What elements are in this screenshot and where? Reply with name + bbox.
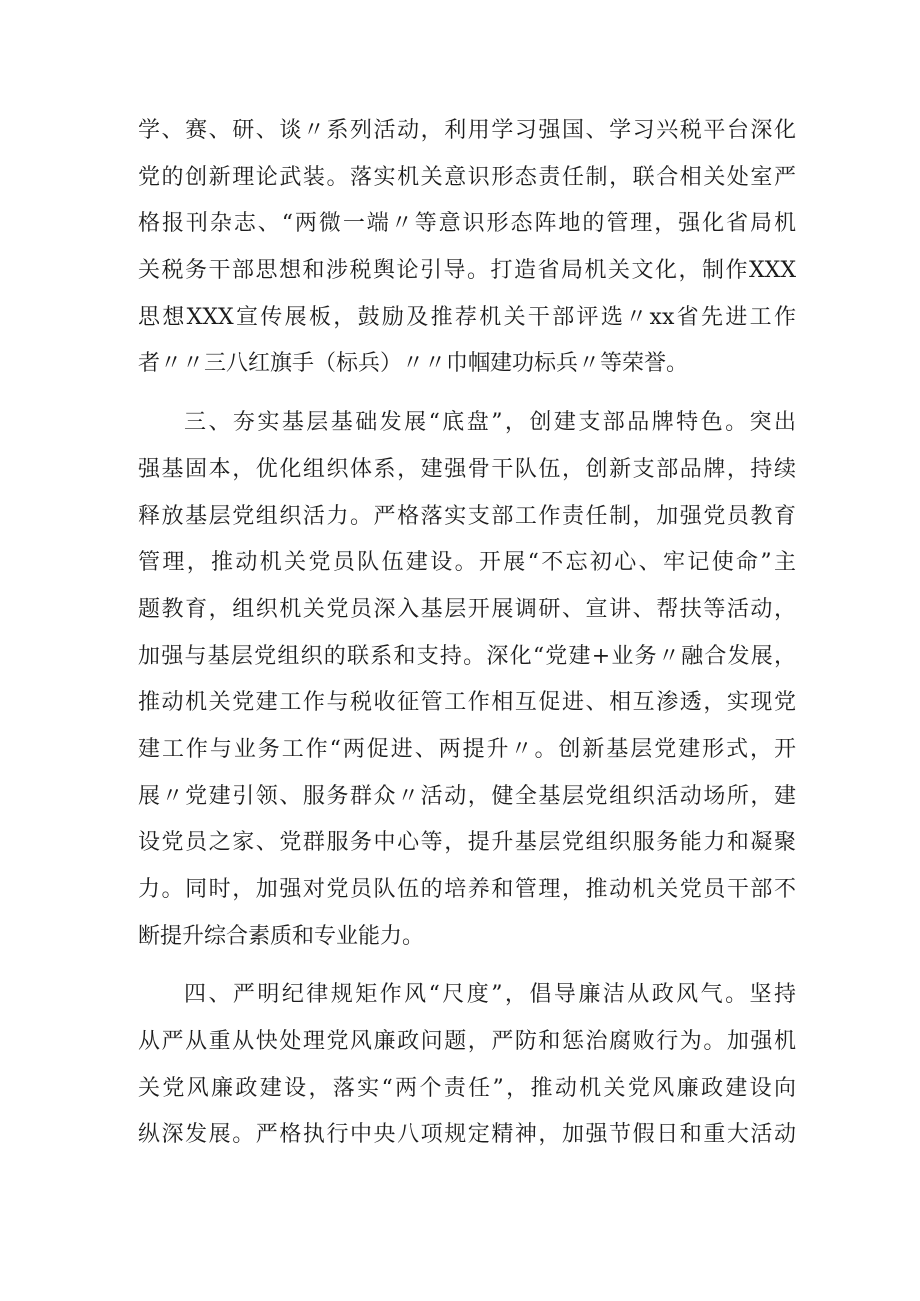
paragraph-continuation — [138, 108, 796, 388]
text-line: 展〃党建引领、服务群众〃活动，健全基层党组织活动场所，建 — [138, 783, 796, 809]
text-line: 学、赛、研、谈〃系列活动，利用学习强国、学习兴税平台深化 — [138, 118, 796, 143]
text-line: 党的创新理论武装。落实机关意识形态责任制，联合相关处室严 — [138, 164, 796, 190]
section-heading-line: 三、夯实基层基础发展“底盘”，创建支部品牌特色。突出 — [184, 410, 796, 436]
section-heading-line: 四、严明纪律规矩作风“尺度”，倡导廉洁从政风气。坚持 — [184, 982, 796, 1008]
text-line: 加强与基层党组织的联系和支持。深化“党建+业务〃融合发展， — [138, 643, 796, 669]
text-line: 关税务干部思想和涉税舆论引导。打造省局机关文化，制作XXX — [138, 258, 796, 284]
text-line: 关党风廉政建设，落实“两个责任”，推动机关党风廉政建设向 — [138, 1075, 796, 1101]
text-line: 管理，推动机关党员队伍建设。开展“不忘初心、牢记使命”主 — [138, 550, 796, 576]
text-line: 从严从重从快处理党风廉政问题，严防和惩治腐败行为。加强机 — [138, 1029, 796, 1055]
text-line: 释放基层党组织活力。严格落实支部工作责任制，加强党员教育 — [138, 503, 796, 529]
text-line: 纵深发展。严格执行中央八项规定精神，加强节假日和重大活动 — [138, 1122, 796, 1148]
text-line: 者〃〃三八红旗手（标兵）〃〃巾帼建功标兵〃等荣誉。 — [138, 351, 689, 377]
text-line: 断提升综合素质和专业能力。 — [138, 923, 425, 949]
text-line: 思想XXX宣传展板，鼓励及推荐机关干部评选〃xx省先进工作 — [138, 304, 796, 330]
paragraph-section-three — [138, 400, 796, 960]
text-line: 题教育，组织机关党员深入基层开展调研、宣讲、帮扶等活动， — [138, 596, 796, 622]
text-line: 强基固本，优化组织体系，建强骨干队伍，创新支部品牌，持续 — [138, 456, 796, 482]
text-line: 推动机关党建工作与税收征管工作相互促进、相互渗透，实现党 — [138, 690, 796, 716]
text-line: 格报刊杂志、“两微一端〃等意识形态阵地的管理，强化省局机 — [138, 211, 796, 237]
paragraph-section-four — [138, 972, 796, 1159]
text-line: 力。同时，加强对党员队伍的培养和管理，推动机关党员干部不 — [138, 877, 796, 902]
text-line: 设党员之家、党群服务中心等，提升基层党组织服务能力和凝聚 — [138, 830, 796, 856]
text-line: 建工作与业务工作“两促进、两提升〃。创新基层党建形式，开 — [138, 736, 796, 762]
